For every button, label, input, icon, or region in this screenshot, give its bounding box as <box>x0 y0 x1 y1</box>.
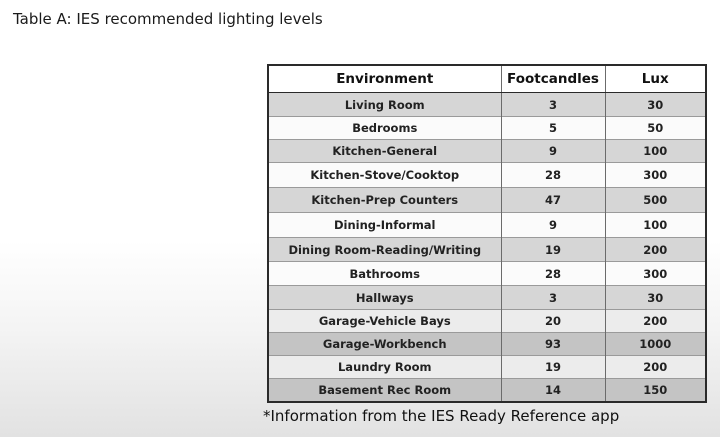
lighting-table <box>269 66 705 401</box>
table-row <box>269 213 705 238</box>
cell-footcandles: 20 <box>501 310 605 333</box>
cell-environment: Kitchen-General <box>269 140 501 163</box>
table-header-row <box>269 66 705 93</box>
cell-footcandles: 28 <box>501 163 605 188</box>
cell-lux: 200 <box>605 238 705 262</box>
cell-lux: 30 <box>605 286 705 310</box>
table-row <box>269 379 705 401</box>
table-row <box>269 117 705 140</box>
cell-lux: 30 <box>605 93 705 117</box>
cell-footcandles: 9 <box>501 140 605 163</box>
cell-lux: 300 <box>605 262 705 286</box>
cell-environment: Kitchen-Stove/Cooktop <box>269 163 501 188</box>
cell-footcandles: 14 <box>501 379 605 401</box>
cell-footcandles: 3 <box>501 286 605 310</box>
cell-footcandles: 93 <box>501 333 605 356</box>
cell-environment: Dining Room-Reading/Writing <box>269 238 501 262</box>
cell-footcandles: 9 <box>501 213 605 238</box>
cell-footcandles: 19 <box>501 356 605 379</box>
cell-lux: 100 <box>605 213 705 238</box>
table-row <box>269 262 705 286</box>
cell-lux: 1000 <box>605 333 705 356</box>
table-row <box>269 163 705 188</box>
cell-footcandles: 5 <box>501 117 605 140</box>
cell-lux: 100 <box>605 140 705 163</box>
table-row <box>269 140 705 163</box>
header-footcandles: Footcandles <box>501 66 605 93</box>
cell-lux: 500 <box>605 188 705 213</box>
cell-lux: 200 <box>605 310 705 333</box>
cell-environment: Hallways <box>269 286 501 310</box>
cell-environment: Laundry Room <box>269 356 501 379</box>
lighting-levels-table <box>267 64 707 403</box>
cell-environment: Bedrooms <box>269 117 501 140</box>
cell-lux: 150 <box>605 379 705 401</box>
header-lux: Lux <box>605 66 705 93</box>
cell-environment: Living Room <box>269 93 501 117</box>
cell-environment: Kitchen-Prep Counters <box>269 188 501 213</box>
cell-lux: 50 <box>605 117 705 140</box>
table-row <box>269 310 705 333</box>
footnote: *Information from the IES Ready Reference app <box>263 407 620 425</box>
cell-footcandles: 28 <box>501 262 605 286</box>
header-environment: Environment <box>269 66 501 93</box>
cell-environment: Dining-Informal <box>269 213 501 238</box>
cell-lux: 300 <box>605 163 705 188</box>
cell-environment: Bathrooms <box>269 262 501 286</box>
table-row <box>269 188 705 213</box>
cell-footcandles: 3 <box>501 93 605 117</box>
table-row <box>269 93 705 117</box>
table-row <box>269 356 705 379</box>
page-title: Table A: IES recommended lighting levels <box>13 10 323 28</box>
cell-footcandles: 19 <box>501 238 605 262</box>
cell-environment: Garage-Workbench <box>269 333 501 356</box>
table-row <box>269 286 705 310</box>
table-row <box>269 333 705 356</box>
cell-lux: 200 <box>605 356 705 379</box>
table-row <box>269 238 705 262</box>
cell-environment: Garage-Vehicle Bays <box>269 310 501 333</box>
cell-footcandles: 47 <box>501 188 605 213</box>
cell-environment: Basement Rec Room <box>269 379 501 401</box>
